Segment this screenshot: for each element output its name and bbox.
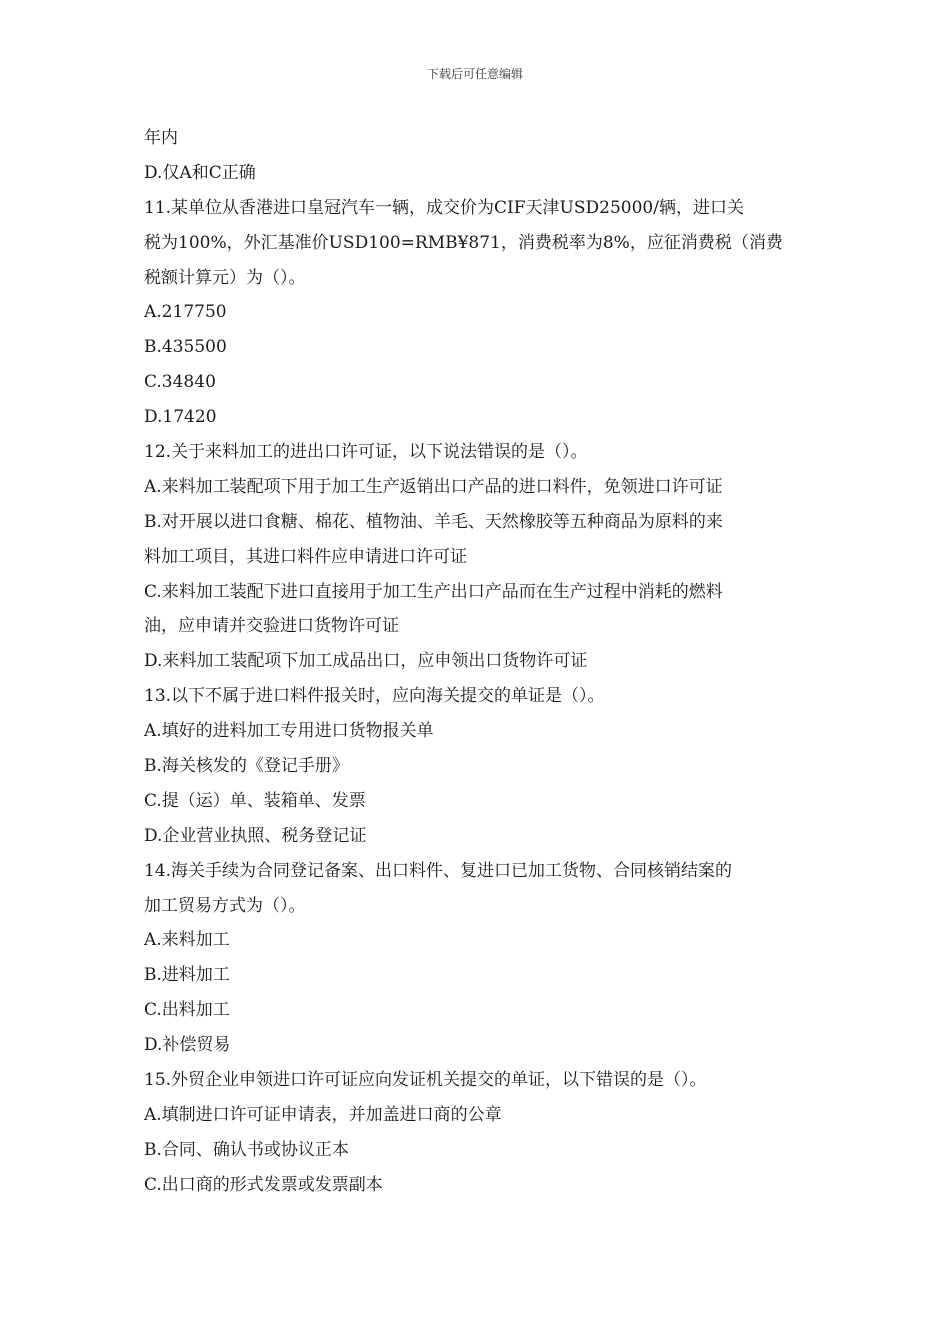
option-b: B.435500 (144, 337, 227, 358)
text-line: 油，应申请并交验进口货物许可证 (144, 616, 399, 637)
option-b: B.海关核发的《登记手册》 (144, 756, 349, 777)
option-a: A.来料加工 (144, 930, 230, 951)
option-a: A.填制进口许可证申请表，并加盖进口商的公章 (144, 1104, 502, 1125)
option-a: A.填好的进料加工专用进口货物报关单 (144, 721, 434, 742)
text-line: 税为100%，外汇基准价USD100=RMB¥871，消费税率为8%，应征消费税（消费 (144, 232, 783, 253)
option-b: B.对开展以进口食糖、棉花、植物油、羊毛、天然橡胶等五种商品为原料的来 (144, 511, 723, 532)
text-line: 年内 (144, 128, 178, 148)
option-c: C.出料加工 (144, 1000, 230, 1021)
text-line: D.仅A和C正确 (144, 162, 256, 183)
option-a: A.217750 (144, 302, 227, 323)
option-d: D.17420 (144, 407, 217, 428)
question-14: 14.海关手续为合同登记备案、出口料件、复进口已加工货物、合同核销结案的 (144, 860, 733, 881)
text-line: 税额计算元）为（）。 (144, 267, 306, 288)
option-d: D.来料加工装配项下加工成品出口，应申领出口货物许可证 (144, 651, 588, 672)
option-a: A.来料加工装配项下用于加工生产返销出口产品的进口料件，免领进口许可证 (144, 476, 723, 497)
question-12: 12.关于来料加工的进出口许可证，以下说法错误的是（）。 (144, 442, 588, 463)
option-b: B.合同、确认书或协议正本 (144, 1139, 349, 1160)
option-d: D.补偿贸易 (144, 1035, 231, 1056)
document-body (144, 121, 808, 1203)
option-d: D.企业营业执照、税务登记证 (144, 825, 367, 846)
question-13: 13.以下不属于进口料件报关时，应向海关提交的单证是（）。 (144, 686, 605, 707)
option-b: B.进料加工 (144, 965, 230, 986)
question-11: 11.某单位从香港进口皇冠汽车一辆，成交价为CIF天津USD25000/辆，进口关 (144, 197, 744, 218)
option-c: C.来料加工装配下进口直接用于加工生产出口产品而在生产过程中消耗的燃料 (144, 581, 723, 602)
text-line: 加工贸易方式为（）。 (144, 895, 306, 916)
option-c: C.出口商的形式发票或发票副本 (144, 1174, 383, 1195)
page-header: 下载后可任意编辑 (426, 67, 523, 81)
question-15: 15.外贸企业申领进口许可证应向发证机关提交的单证，以下错误的是（）。 (144, 1070, 707, 1091)
text-line: 料加工项目，其进口料件应申请进口许可证 (144, 546, 467, 567)
option-c: C.34840 (144, 372, 216, 393)
option-c: C.提（运）单、装箱单、发票 (144, 790, 366, 811)
